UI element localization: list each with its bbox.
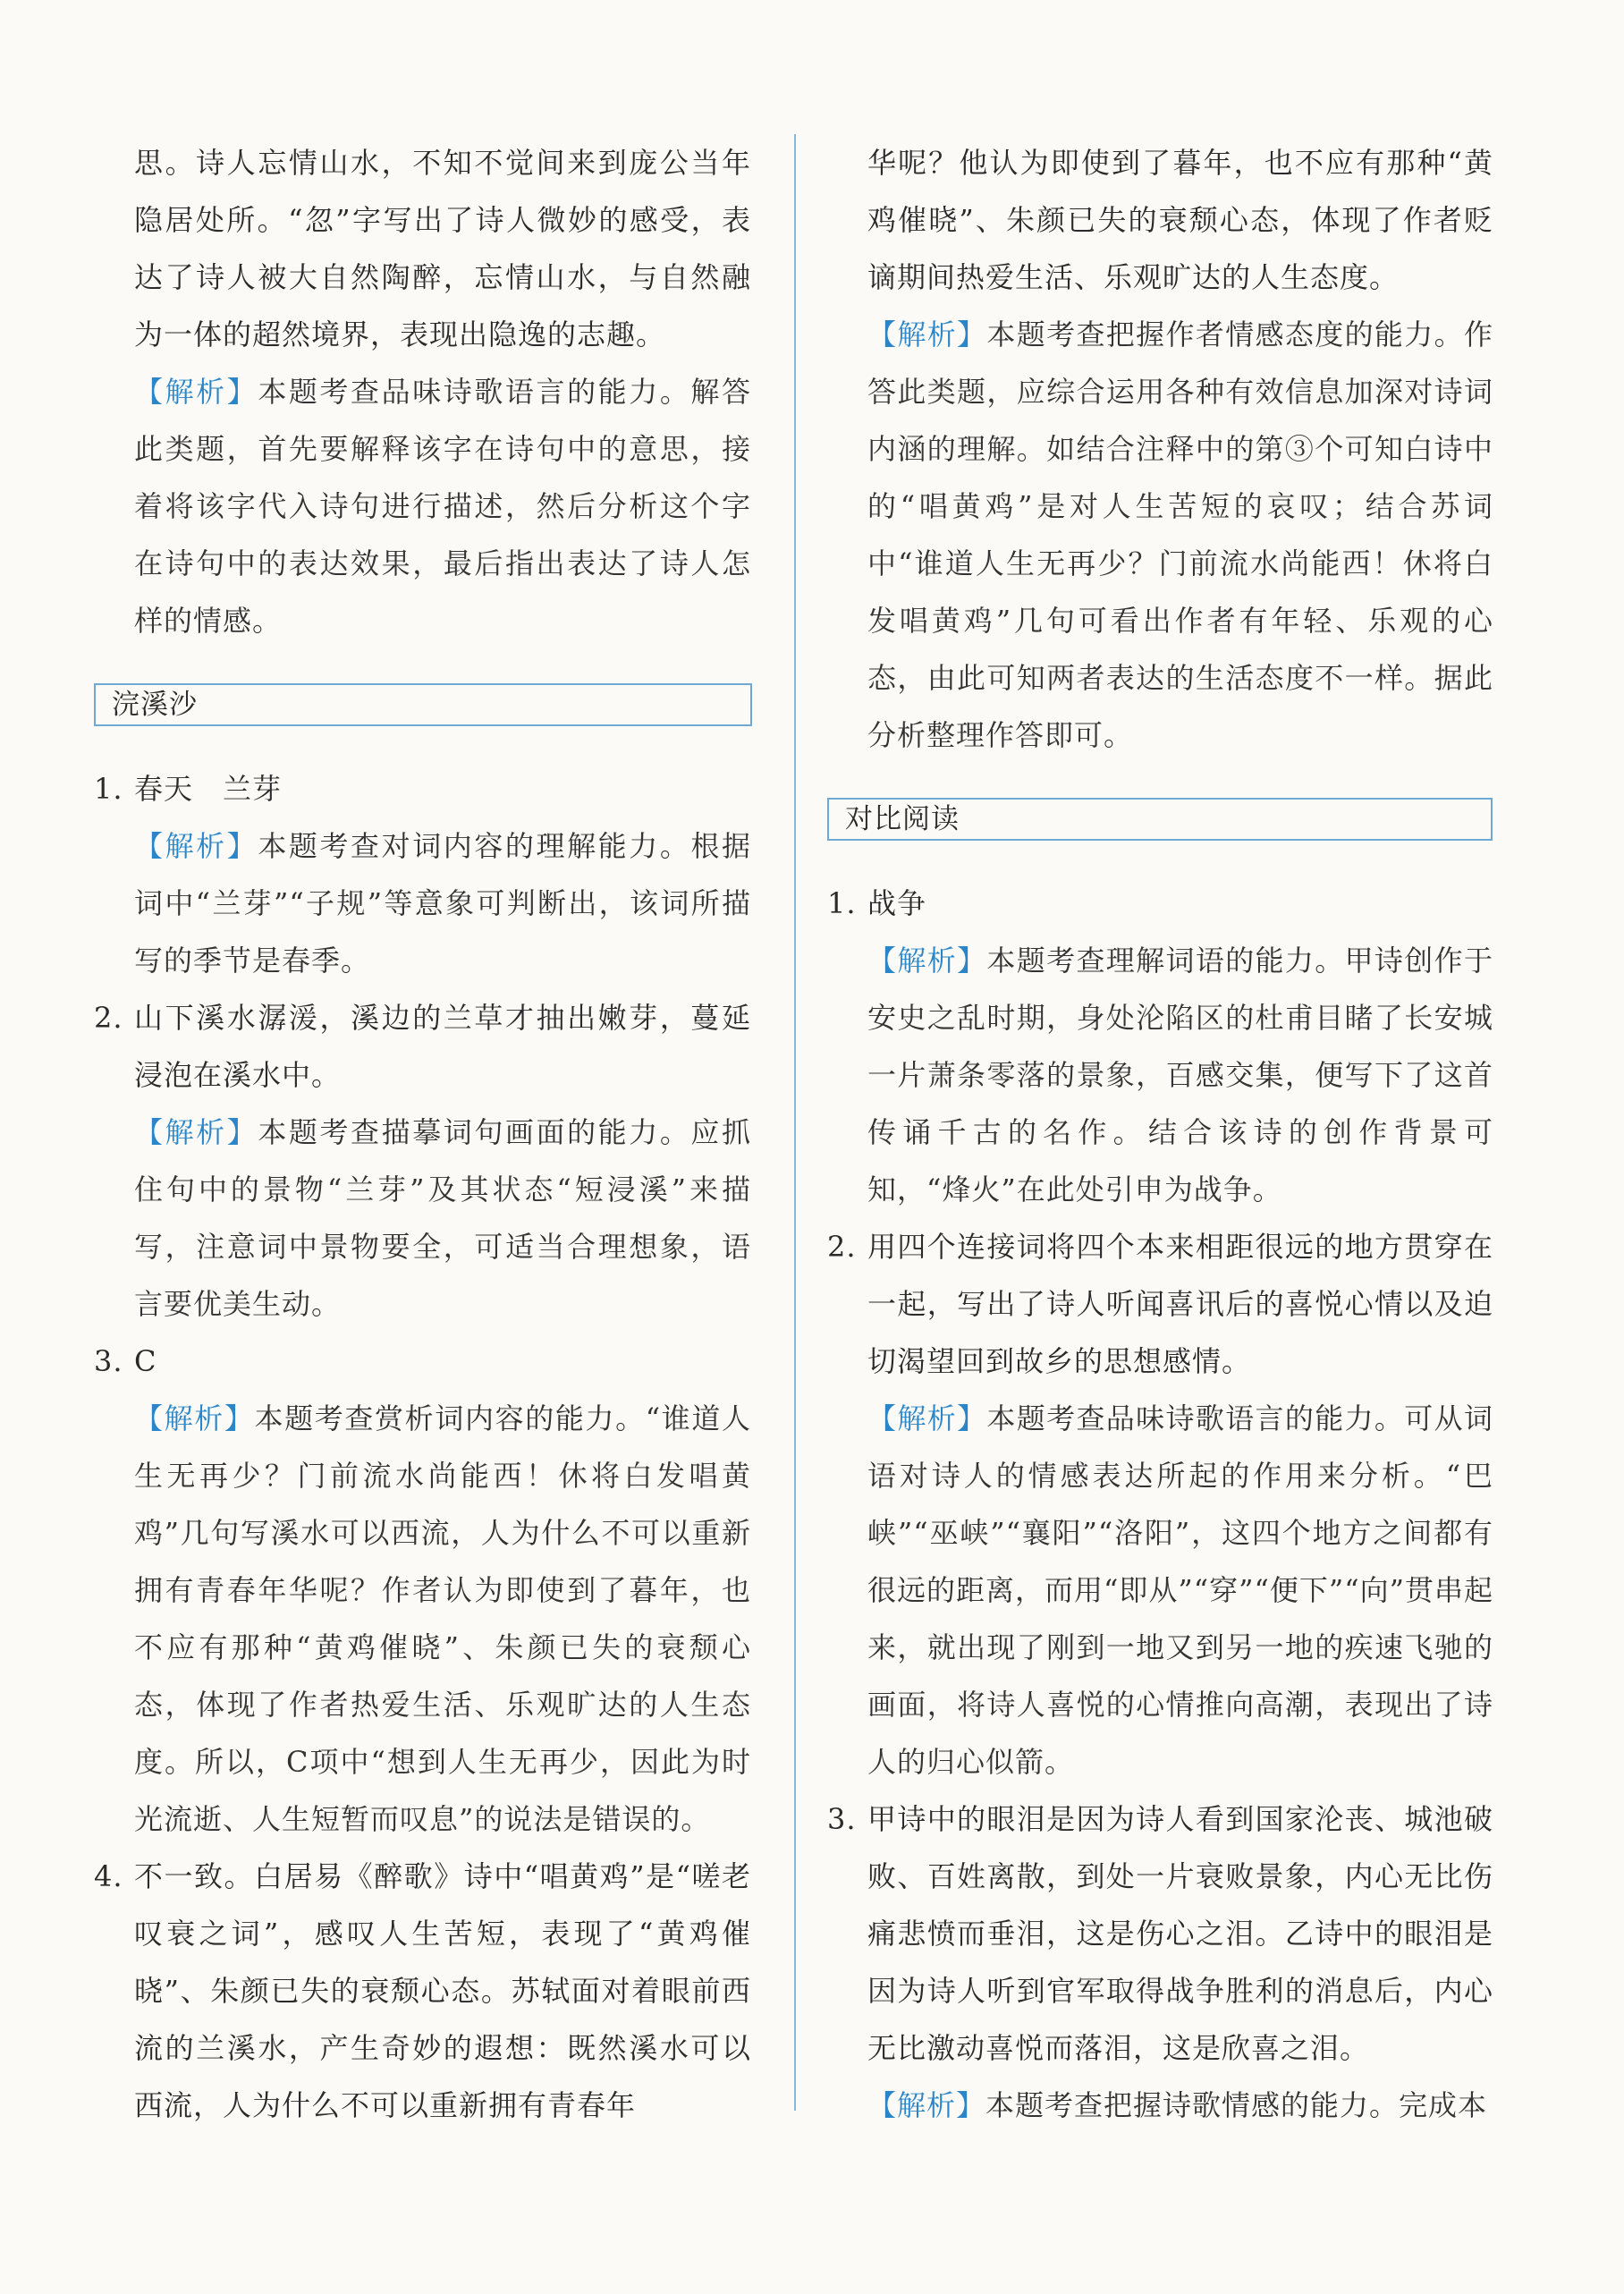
- question-answer: 不一致。白居易《醉歌》诗中“唱黄鸡”是“嗟老叹衰之词”，感叹人生苦短，表现了“黄鸡催晓”、朱颜已失的衰颓心态。苏轼面对着眼前西流的兰溪水，产生奇妙的遐想：既然溪水可以西流，人为什么不可以重新拥有青春年: [134, 1859, 751, 2122]
- question-item: [94, 989, 751, 1104]
- left-column: [94, 134, 751, 2134]
- question-number: 1.: [94, 772, 123, 806]
- analysis-tag: 【解析】: [134, 375, 258, 409]
- analysis-tag: 【解析】: [867, 1401, 987, 1435]
- question-item: [94, 760, 751, 817]
- right-column: [827, 134, 1493, 2134]
- analysis-tag: 【解析】: [867, 2088, 986, 2122]
- column-divider: [794, 134, 796, 2111]
- analysis-tag: 【解析】: [867, 944, 987, 978]
- question-answer: 用四个连接词将四个本来相距很远的地方贯穿在一起，写出了诗人听闻喜讯后的喜悦心情以及迫切渴望回到故乡的思想感情。: [867, 1230, 1493, 1378]
- question-analysis: 【解析】本题考查描摹词句画面的能力。应抓住句中的景物“兰芽”及其状态“短浸溪”来描写，注意词中景物要全，可适当合理想象，语言要优美生动。: [134, 1115, 751, 1321]
- question-number: 1.: [827, 886, 857, 920]
- question-number: 3.: [827, 1802, 857, 1836]
- analysis-tag: 【解析】: [134, 829, 258, 863]
- intro-answer: 思。诗人忘情山水，不知不觉间来到庞公当年隐居处所。“忽”字写出了诗人微妙的感受，表达了诗人被大自然陶醉，忘情山水，与自然融为一体的超然境界，表现出隐逸的志趣。: [134, 146, 751, 351]
- question-number: 2.: [827, 1230, 857, 1264]
- question-item: [827, 1790, 1493, 2077]
- question-answer: C: [134, 1344, 157, 1378]
- section-title-huanxisha: 浣溪沙: [94, 683, 752, 726]
- question-analysis: 【解析】本题考查把握诗歌情感的能力。完成本: [867, 2088, 1488, 2122]
- question-answer: 春天 兰芽: [134, 772, 283, 806]
- question-answer: 山下溪水潺湲，溪边的兰草才抽出嫩芽，蔓延浸泡在溪水中。: [134, 1001, 751, 1092]
- question-item: [94, 1333, 751, 1390]
- question-analysis: 【解析】本题考查品味诗歌语言的能力。可从词语对诗人的情感表达所起的作用来分析。“巴峡”“巫峡”“襄阳”“洛阳”，这四个地方之间都有很远的距离，而用“即从”“穿”“便下”“向”贯串起来，就出现了刚到一地又到另一地的疾速飞驰的画面，将诗人喜悦的心情推向高潮，表现出了诗人的归心似箭。: [867, 1401, 1493, 1779]
- question-answer: 甲诗中的眼泪是因为诗人看到国家沦丧、城池破败、百姓离散，到处一片衰败景象，内心无比伤痛悲愤而垂泪，这是伤心之泪。乙诗中的眼泪是因为诗人听到官军取得战争胜利的消息后，内心无比激动喜悦而落泪，这是欣喜之泪。: [867, 1802, 1493, 2065]
- question-number: 3.: [94, 1344, 123, 1378]
- question-item: [827, 1218, 1493, 1390]
- question-number: 4.: [94, 1859, 123, 1893]
- question-item: [94, 1848, 751, 2134]
- question-number: 2.: [94, 1001, 123, 1035]
- question-item: [827, 875, 1493, 932]
- continued-answer: 华呢？他认为即使到了暮年，也不应有那种“黄鸡催晓”、朱颜已失的衰颓心态，体现了作者贬谪期间热爱生活、乐观旷达的人生态度。: [867, 146, 1493, 294]
- question-analysis: 【解析】本题考查对词内容的理解能力。根据词中“兰芽”“子规”等意象可判断出，该词所描写的季节是春季。: [134, 829, 751, 978]
- continued-analysis: 【解析】本题考查把握作者情感态度的能力。作答此类题，应综合运用各种有效信息加深对诗词内涵的理解。如结合注释中的第③个可知白诗中的“唱黄鸡”是对人生苦短的哀叹；结合苏词中“谁道人生无再少？门前流水尚能西！休将白发唱黄鸡”几句可看出作者有年轻、乐观的心态，由此可知两者表达的生活态度不一样。据此分析整理作答即可。: [867, 317, 1493, 752]
- section-title-comparative-reading: 对比阅读: [827, 798, 1493, 841]
- question-answer: 战争: [867, 886, 927, 920]
- analysis-tag: 【解析】: [134, 1115, 258, 1149]
- intro-analysis: 【解析】本题考查品味诗歌语言的能力。解答此类题，首先要解释该字在诗句中的意思，接着将该字代入诗句进行描述，然后分析这个字在诗句中的表达效果，最后指出表达了诗人怎样的情感。: [134, 375, 751, 638]
- analysis-tag: 【解析】: [134, 1401, 255, 1435]
- analysis-tag: 【解析】: [867, 317, 987, 351]
- question-analysis: 【解析】本题考查赏析词内容的能力。“谁道人生无再少？门前流水尚能西！休将白发唱黄鸡”几句写溪水可以西流，人为什么不可以重新拥有青春年华呢？作者认为即使到了暮年，也不应有那种“黄鸡催晓”、朱颜已失的衰颓心态，体现了作者热爱生活、乐观旷达的人生态度。所以，C项中“想到人生无再少，因此为时光流逝、人生短暂而叹息”的说法是错误的。: [134, 1401, 751, 1836]
- question-analysis: 【解析】本题考查理解词语的能力。甲诗创作于安史之乱时期，身处沦陷区的杜甫目睹了长安城一片萧条零落的景象，百感交集，便写下了这首传诵千古的名作。结合该诗的创作背景可知，“烽火”在此处引申为战争。: [867, 944, 1493, 1206]
